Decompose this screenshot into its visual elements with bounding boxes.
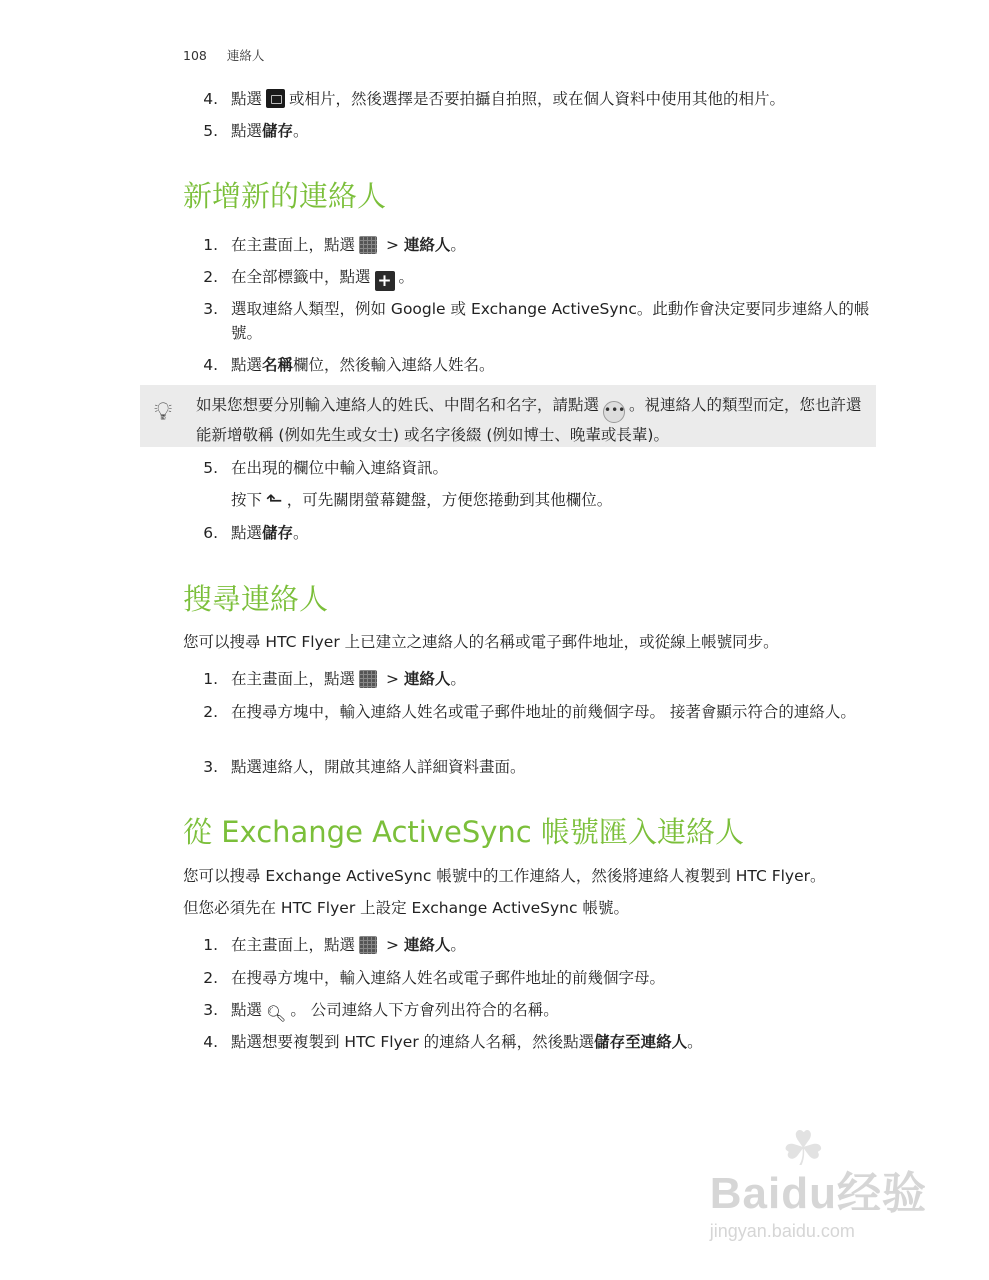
list-item: 4. 點選想要複製到 HTC Flyer 的連絡人名稱，然後點選儲存至連絡人。	[203, 1033, 703, 1051]
list-item: 2. 在搜尋方塊中，輸入連絡人姓名或電子郵件地址的前幾個字母。	[203, 969, 666, 987]
list-item: 4. 點選名稱欄位，然後輸入連絡人姓名。	[203, 356, 495, 374]
lightbulb-icon: 💡︎	[154, 397, 173, 427]
back-arrow-icon: ⬑	[266, 488, 283, 512]
page-number: 108	[183, 48, 207, 63]
baidu-paw-icon: ☘	[781, 1121, 825, 1177]
list-item: 3. 選取連絡人類型，例如 Google 或 Exchange ActiveSync。此動作會決定要同步連絡人的帳號。	[203, 300, 870, 342]
all-apps-grid-icon	[359, 670, 377, 688]
section-heading: 搜尋連絡人	[183, 582, 329, 616]
paragraph: 您可以搜尋 Exchange ActiveSync 帳號中的工作連絡人，然後將連絡人複製到 HTC Flyer。	[183, 867, 826, 885]
all-apps-grid-icon	[359, 936, 377, 954]
list-item: 1. 在主畫面上，點選 > 連絡人。	[203, 670, 466, 688]
tip-box	[140, 385, 876, 447]
list-item: 2. 在全部標籤中，點選 + 。	[203, 268, 415, 291]
tip-text: 如果您想要分別輸入連絡人的姓氏、中間名和名字，請點選 ••• 。視連絡人的類型而定，您也許還能新增敬稱 (例如先生或女士) 或名字後綴 (例如博士、晚輩或長輩)。	[196, 396, 862, 444]
list-item: 3. 點選 🔍︎ 。 公司連絡人下方會列出符合的名稱。	[200, 998, 909, 1026]
list-item: 3. 點選連絡人，開啟其連絡人詳細資料畫面。	[203, 758, 526, 776]
section-heading: 新增新的連絡人	[183, 179, 387, 213]
list-item: 4. 點選 或相片，然後選擇是否要拍攝自拍照，或在個人資料中使用其他的相片。	[203, 90, 786, 108]
page-header	[183, 46, 264, 64]
all-apps-grid-icon	[359, 236, 377, 254]
watermark-logo: Baidu经验	[709, 1169, 927, 1218]
chapter-title: 連絡人	[226, 48, 265, 63]
baidu-watermark	[709, 1121, 927, 1242]
paragraph: 您可以搜尋 HTC Flyer 上已建立之連絡人的名稱或電子郵件地址，或從線上帳號同步。	[183, 633, 779, 651]
list-item: 1. 在主畫面上，點選 > 連絡人。	[203, 936, 466, 954]
list-item: 2. 在搜尋方塊中，輸入連絡人姓名或電子郵件地址的前幾個字母。 接著會顯示符合的連絡人。	[203, 703, 856, 721]
section-heading: 從 Exchange ActiveSync 帳號匯入連絡人	[183, 815, 744, 849]
plus-icon: +	[375, 271, 395, 291]
watermark-url: jingyan.baidu.com	[709, 1221, 855, 1241]
list-item: 5. 在出現的欄位中輸入連絡資訊。	[203, 459, 449, 477]
list-item: 5. 點選儲存。	[203, 122, 309, 140]
list-item-note: 按下 ⬑ ，可先關閉螢幕鍵盤，方便您捲動到其他欄位。	[231, 488, 613, 512]
search-magnifier-icon: 🔍︎	[266, 1004, 287, 1023]
list-item: 6. 點選儲存。	[203, 524, 309, 542]
camera-icon	[266, 89, 285, 108]
more-dots-icon: •••	[603, 401, 625, 423]
list-item: 1. 在主畫面上，點選 > 連絡人。	[203, 236, 466, 254]
paragraph: 但您必須先在 HTC Flyer 上設定 Exchange ActiveSync 帳號。	[183, 899, 629, 917]
